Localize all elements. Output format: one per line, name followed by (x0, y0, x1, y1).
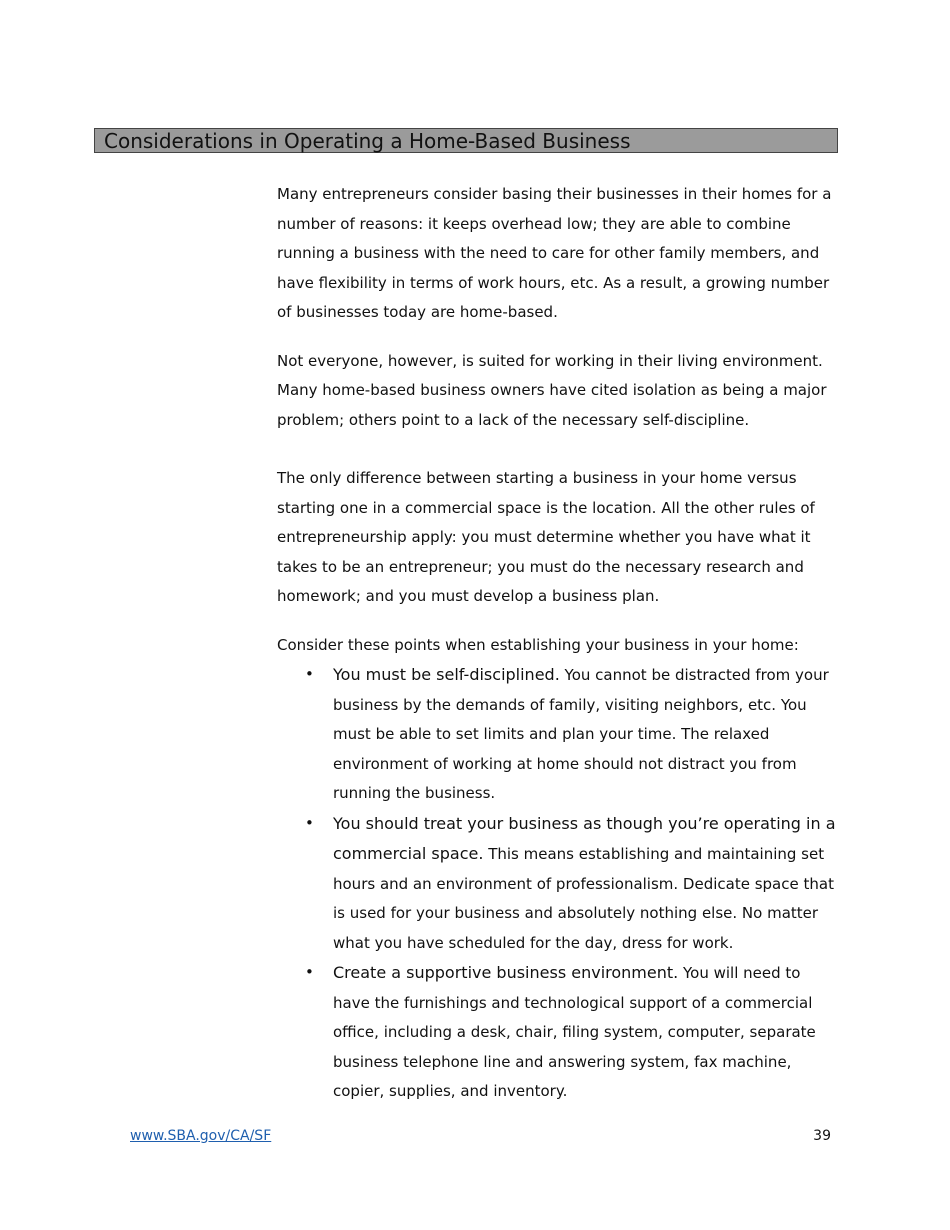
bullet-lead: You should treat your business as though you’re operating in a commercial space. (333, 813, 836, 863)
footer-website-link[interactable]: www.SBA.gov/CA/SF (130, 1128, 272, 1144)
page-number: 39 (813, 1128, 831, 1144)
body-content (277, 180, 837, 1107)
bullet-icon: • (305, 963, 314, 981)
list-item (277, 809, 837, 959)
bullet-lead: Create a supportive business environment. (333, 963, 679, 982)
bullet-icon: • (305, 665, 314, 683)
bullet-text: You will need to have the furnishings and technological support of a commercial office, including a desk, chair, filing system, computer, separate business telephone line and answering system, fax machine, copier, supplies, and inventory. (333, 964, 816, 1100)
bullet-text: This means establishing and maintaining set hours and an environment of professionalism. Dedicate space that is used for your business and absolutely nothing else. No matter what you have scheduled for the day, dress for work. (333, 845, 834, 952)
considerations-list (277, 660, 837, 1107)
paragraph-difference: The only difference between starting a business in your home versus starting one in a commercial space is the location. All the other rules of entrepreneurship apply: you must determine whether you have what it takes to be an entrepreneur; you must do the necessary research and homework; and you must develop a business plan. (277, 469, 815, 605)
paragraph-reasons: Many entrepreneurs consider basing their businesses in their homes for a number of reasons: it keeps overhead low; they are able to combine running a business with the need to care for other family members, and have flexibility in terms of work hours, etc. As a result, a growing number of businesses today are home-based. (277, 185, 832, 321)
bullet-intro: Consider these points when establishing your business in your home: (277, 635, 799, 654)
section-title-bar (94, 128, 838, 153)
section-title: Considerations in Operating a Home-Based Business (104, 129, 631, 153)
bullet-icon: • (305, 813, 314, 832)
paragraph-suitability: Not everyone, however, is suited for working in their living environment. Many home-based business owners have cited isolation as being a major problem; others point to a lack of the necessary self-discipline. (277, 351, 827, 429)
bullet-lead: You must be self-disciplined. (333, 665, 560, 684)
list-item (277, 958, 837, 1107)
bullet-text: You cannot be distracted from your business by the demands of family, visiting neighbors, etc. You must be able to set limits and plan your time. The relaxed environment of working at home should not distract you from running the business. (333, 666, 829, 802)
list-item (277, 660, 837, 809)
